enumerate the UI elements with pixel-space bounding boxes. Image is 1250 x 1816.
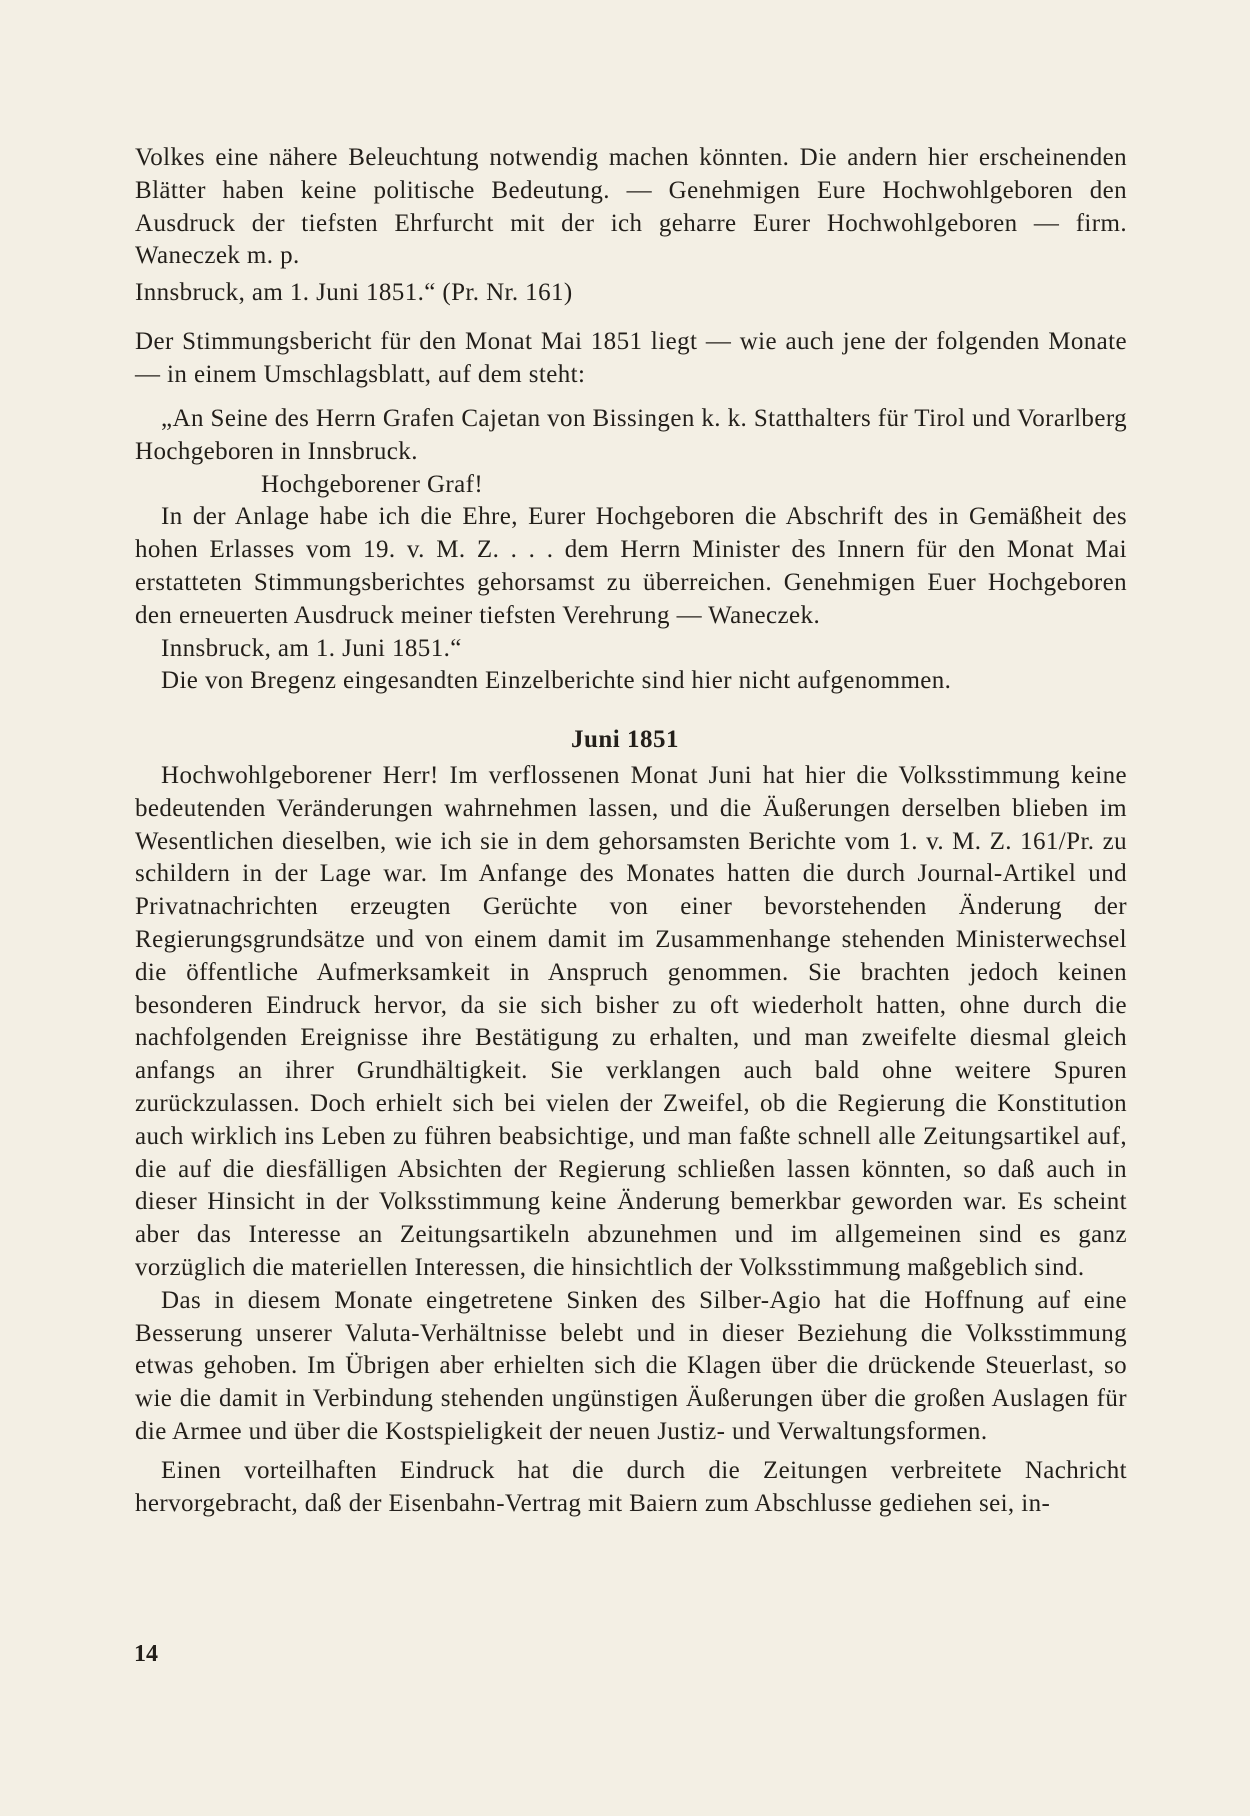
letter-dateline: Innsbruck, am 1. Juni 1851.“ — [161, 634, 462, 662]
cover-note-block — [135, 326, 1127, 392]
letter-note: Die von Bregenz eingesandten Einzelberichte sind hier nicht aufgenommen. — [161, 667, 952, 695]
section-paragraph: Hochwohlgeborener Herr! Im verflossenen Monat Juni hat hier die Volksstimmung keine bedeutenden Veränderungen wahrnehmen lassen, und die Äußerungen derselben blieben im Wesentlichen dieselben, wie ich sie in dem gehorsamsten Berichte vom 1. v. M. Z. 161/Pr. zu schildern in der Lage war. Im Anfange des Monates hatten die durch Journal-Artikel und Privatnachrichten erzeugten Gerüchte von einer bevorstehenden Änderung der Regierungsgrundsätze und von einem damit im Zusammenhange stehenden Ministerwechsel die öffentliche Aufmerksamkeit in Anspruch genommen. Sie brachten jedoch keinen besonderen Eindruck hervor, da sie sich bisher zu oft wiederholt hatten, ohne durch die nachfolgenden Ereignisse ihre Bestätigung zu erhalten, und man zweifelte diesmal gleich anfangs an ihrer Grundhältigkeit. Sie verklangen auch bald ohne weitere Spuren zurückzulassen. Doch erhielt sich bei vielen der Zweifel, ob die Regierung die Konstitution auch wirklich ins Leben zu führen beabsichtige, und man faßte schnell alle Zeitungsartikel auf, die auf die diesfälligen Absichten der Regierung schließen lassen könnten, so daß auch in dieser Hinsicht in der Volksstimmung keine Änderung bemerkbar geworden war. Es scheint aber das Interesse an Zeitungsartikeln abzunehmen und im allgemeinen sind es ganz vorzüglich die materiellen Interessen, die hinsichtlich der Volksstimmung maßgeblich sind. — [135, 762, 1127, 1281]
section-paragraph: Einen vorteilhaften Eindruck hat die durch die Zeitungen verbreitete Nachricht hervorgebracht, daß der Eisenbahn-Vertrag mit Baiern zum Abschlusse gediehen sei, in- — [135, 1456, 1127, 1517]
letter-address: „An Seine des Herrn Grafen Cajetan von Bissingen k. k. Statthalters für Tirol und Vorarlberg Hochgeboren in Innsbruck. — [135, 405, 1127, 465]
continuation-block — [135, 142, 1127, 310]
section-body — [135, 760, 1127, 1520]
cover-note-intro: Der Stimmungsbericht für den Monat Mai 1851 liegt — wie auch jene der folgenden Monate — in einem Umschlagsblatt, auf dem steht: — [135, 328, 1127, 388]
continuation-paragraph: Volkes eine nähere Beleuchtung notwendig machen könnten. Die andern hier erscheinenden Blätter haben keine politische Bedeutung. — Genehmigen Eure Hochwohlgeboren den Ausdruck der tiefsten Ehrfurcht mit der ich geharre Eurer Hochwohlgeboren — firm. Waneczek m. p. — [135, 144, 1127, 270]
page-number: 14 — [134, 1641, 158, 1667]
letter-body: In der Anlage habe ich die Ehre, Eurer Hochgeboren die Abschrift des in Gemäßheit des hohen Erlasses vom 19. v. M. Z. . . . dem Herrn Minister des Innern für den Monat Mai erstatteten Stimmungsberichtes gehorsamst zu überreichen. Genehmigen Euer Hochgeboren den erneuerten Ausdruck meiner tiefsten Verehrung — Waneczek. — [135, 503, 1127, 629]
continuation-dateline: Innsbruck, am 1. Juni 1851.“ (Pr. Nr. 161) — [135, 279, 573, 307]
letter-salutation: Hochgeborener Graf! — [261, 470, 484, 498]
section-paragraph: Das in diesem Monate eingetretene Sinken des Silber-Agio hat die Hoffnung auf eine Besserung unserer Valuta-Verhältnisse belebt und in dieser Beziehung die Volksstimmung etwas gehoben. Im Übrigen aber erhielten sich die Klagen über die drückende Steuerlast, so wie die damit in Verbindung stehenden ungünstigen Äußerungen über die großen Auslagen für die Armee und über die Kostspieligkeit der neuen Justiz- und Verwaltungsformen. — [135, 1286, 1127, 1445]
section-heading: Juni 1851 — [570, 726, 679, 753]
letter-block — [135, 403, 1127, 698]
